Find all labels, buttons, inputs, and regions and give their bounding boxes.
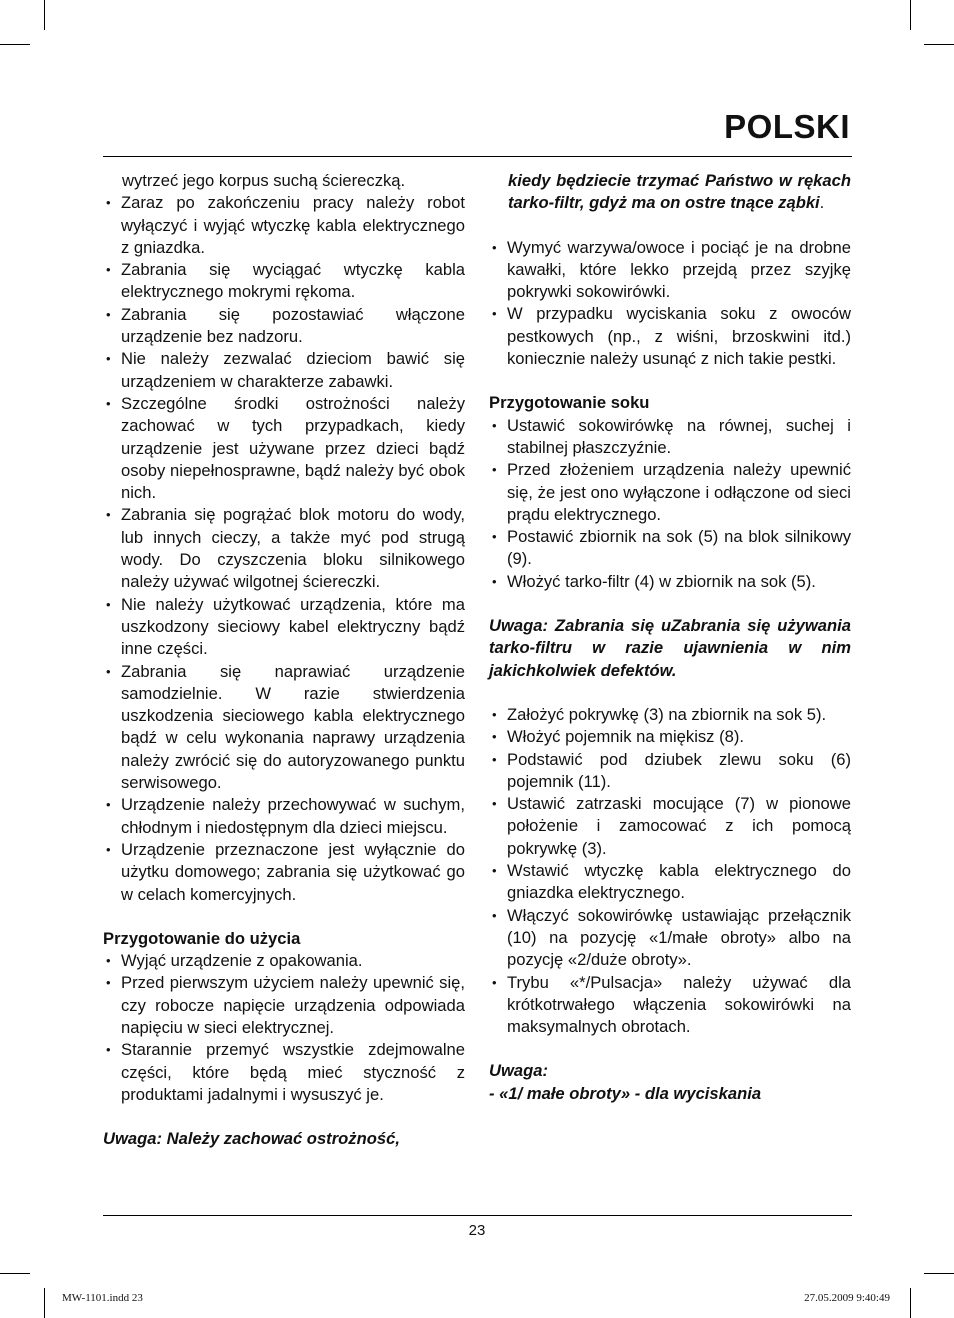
- header-rule: [103, 156, 852, 157]
- left-column: [103, 170, 465, 1150]
- crop-mark: [924, 1273, 954, 1274]
- list-item: • Włożyć pojemnik na miękisz (8).: [489, 726, 851, 748]
- list-item: • Ustawić zatrzaski mocujące (7) w pionowe położenie i zamocować z ich pomocą pokrywkę (3).: [489, 793, 851, 860]
- list-item: • Wyjąć urządzenie z opakowania.: [103, 950, 465, 972]
- fruit-list: [489, 237, 851, 371]
- slug-date: 27.05.2009 9:40:49: [804, 1292, 890, 1304]
- list-item: • Przed złożeniem urządzenia należy upewnić się, że jest ono wyłączone i odłączone od sieci prądu elektrycznego.: [489, 459, 851, 526]
- crop-mark: [44, 0, 45, 30]
- section-heading: Przygotowanie do użycia: [103, 928, 301, 948]
- crop-mark: [0, 1273, 30, 1274]
- list-item: • Nie należy użytkować urządzenia, które ma uszkodzony sieciowy kabel elektryczny bądź inne części.: [103, 594, 465, 661]
- warning-continuation: kiedy będziecie trzymać Państwo w rękach tarko-filtr, gdyż ma on ostre tnące ząbki.: [508, 171, 851, 213]
- list-item: • Zabrania się naprawiać urządzenie samodzielnie. W razie stwierdzenia uszkodzenia sieciowego kabla elektrycznego bądź w celu wykonania naprawy urządzenia należy zwrócić się do autoryzowanego punktu serwisowego.: [103, 661, 465, 795]
- crop-mark: [910, 0, 911, 30]
- list-item: • Urządzenie przeznaczone jest wyłącznie do użytku domowego; zabrania się użytkować go w celach komercyjnych.: [103, 839, 465, 906]
- list-item: • Nie należy zezwalać dzieciom bawić się urządzeniem w charakterze zabawki.: [103, 348, 465, 393]
- list-item: • Założyć pokrywkę (3) na zbiornik na sok 5).: [489, 704, 851, 726]
- juice-prep-list: [489, 415, 851, 593]
- list-item: • Zabrania się pogrążać blok motoru do wody, lub innych cieczy, a także myć pod strugą wody. Do czyszczenia bloku silnikowego należy używać wilgotnej ściereczki.: [103, 504, 465, 593]
- list-item: • Zabrania się pozostawiać włączone urządzenie bez nadzoru.: [103, 304, 465, 349]
- slug-file: MW-1101.indd 23: [62, 1292, 143, 1304]
- assembly-list: [489, 704, 851, 1038]
- note-line: - «1/ małe obroty» - dla wyciskania: [489, 1083, 762, 1103]
- crop-mark: [924, 44, 954, 45]
- list-item: • Starannie przemyć wszystkie zdejmowalne części, które będą mieć styczność z produktami jadalnymi i wysuszyć je.: [103, 1039, 465, 1106]
- crop-mark: [910, 1288, 911, 1318]
- list-item: • Przed pierwszym użyciem należy upewnić się, czy robocze napięcie urządzenia odpowiada napięciu w sieci elektrycznej.: [103, 972, 465, 1039]
- list-item: • Włączyć sokowirówkę ustawiając przełącznik (10) na pozycję «1/małe obroty» albo na pozycję «2/duże obroty».: [489, 905, 851, 972]
- preparation-list: [103, 950, 465, 1106]
- list-item: • Zaraz po zakończeniu pracy należy robot wyłączyć i wyjąć wtyczkę kabla elektrycznego z gniazdka.: [103, 192, 465, 259]
- list-item: • Podstawić pod dziubek zlewu soku (6) pojemnik (11).: [489, 749, 851, 794]
- list-item: • Urządzenie należy przechowywać w suchym, chłodnym i niedostępnym dla dzieci miejscu.: [103, 794, 465, 839]
- right-column: [489, 170, 851, 1105]
- list-item: • Włożyć tarko-filtr (4) w zbiornik na sok (5).: [489, 571, 851, 593]
- continuation-text: wytrzeć jego korpus suchą ściereczką.: [122, 171, 406, 190]
- list-item: • W przypadku wyciskania soku z owoców pestkowych (np., z wiśni, brzoskwini itd.) koniecznie należy usunąć z nich takie pestki.: [489, 303, 851, 370]
- page-number: 23: [468, 1222, 486, 1239]
- note-heading: Uwaga:: [489, 1061, 549, 1081]
- list-item: • Postawić zbiornik na sok (5) na blok silnikowy (9).: [489, 526, 851, 571]
- list-item: • Wymyć warzywa/owoce i pociąć je na drobne kawałki, które lekko przejdą przez szyjkę pokrywki sokowirówki.: [489, 237, 851, 304]
- list-item: • Szczególne środki ostrożności należy zachować w tych przypadkach, kiedy urządzenie jest używane przez dzieci bądź osoby niepełnosprawne, bądź należy być obok nich.: [103, 393, 465, 504]
- warning-text: Uwaga: Zabrania się uZabrania się używania tarko-filtru w razie ujawnienia w nim jakichkolwiek defektów.: [489, 616, 851, 680]
- crop-mark: [44, 1288, 45, 1318]
- list-item: • Wstawić wtyczkę kabla elektrycznego do gniazdka elektrycznego.: [489, 860, 851, 905]
- list-item: • Zabrania się wyciągać wtyczkę kabla elektrycznego mokrymi rękoma.: [103, 259, 465, 304]
- crop-mark: [0, 44, 30, 45]
- section-heading: Przygotowanie soku: [489, 393, 650, 413]
- footer-rule: [103, 1215, 852, 1216]
- warning-text: Uwaga: Należy zachować ostrożność,: [103, 1129, 400, 1149]
- list-item: • Ustawić sokowirówkę na równej, suchej i stabilnej płaszczyźnie.: [489, 415, 851, 460]
- safety-list: [103, 192, 465, 906]
- list-item: • Trybu «*/Pulsacja» należy używać dla krótkotrwałego włączenia sokowirówki na maksymalnych obrotach.: [489, 972, 851, 1039]
- page-title: POLSKI: [724, 108, 850, 145]
